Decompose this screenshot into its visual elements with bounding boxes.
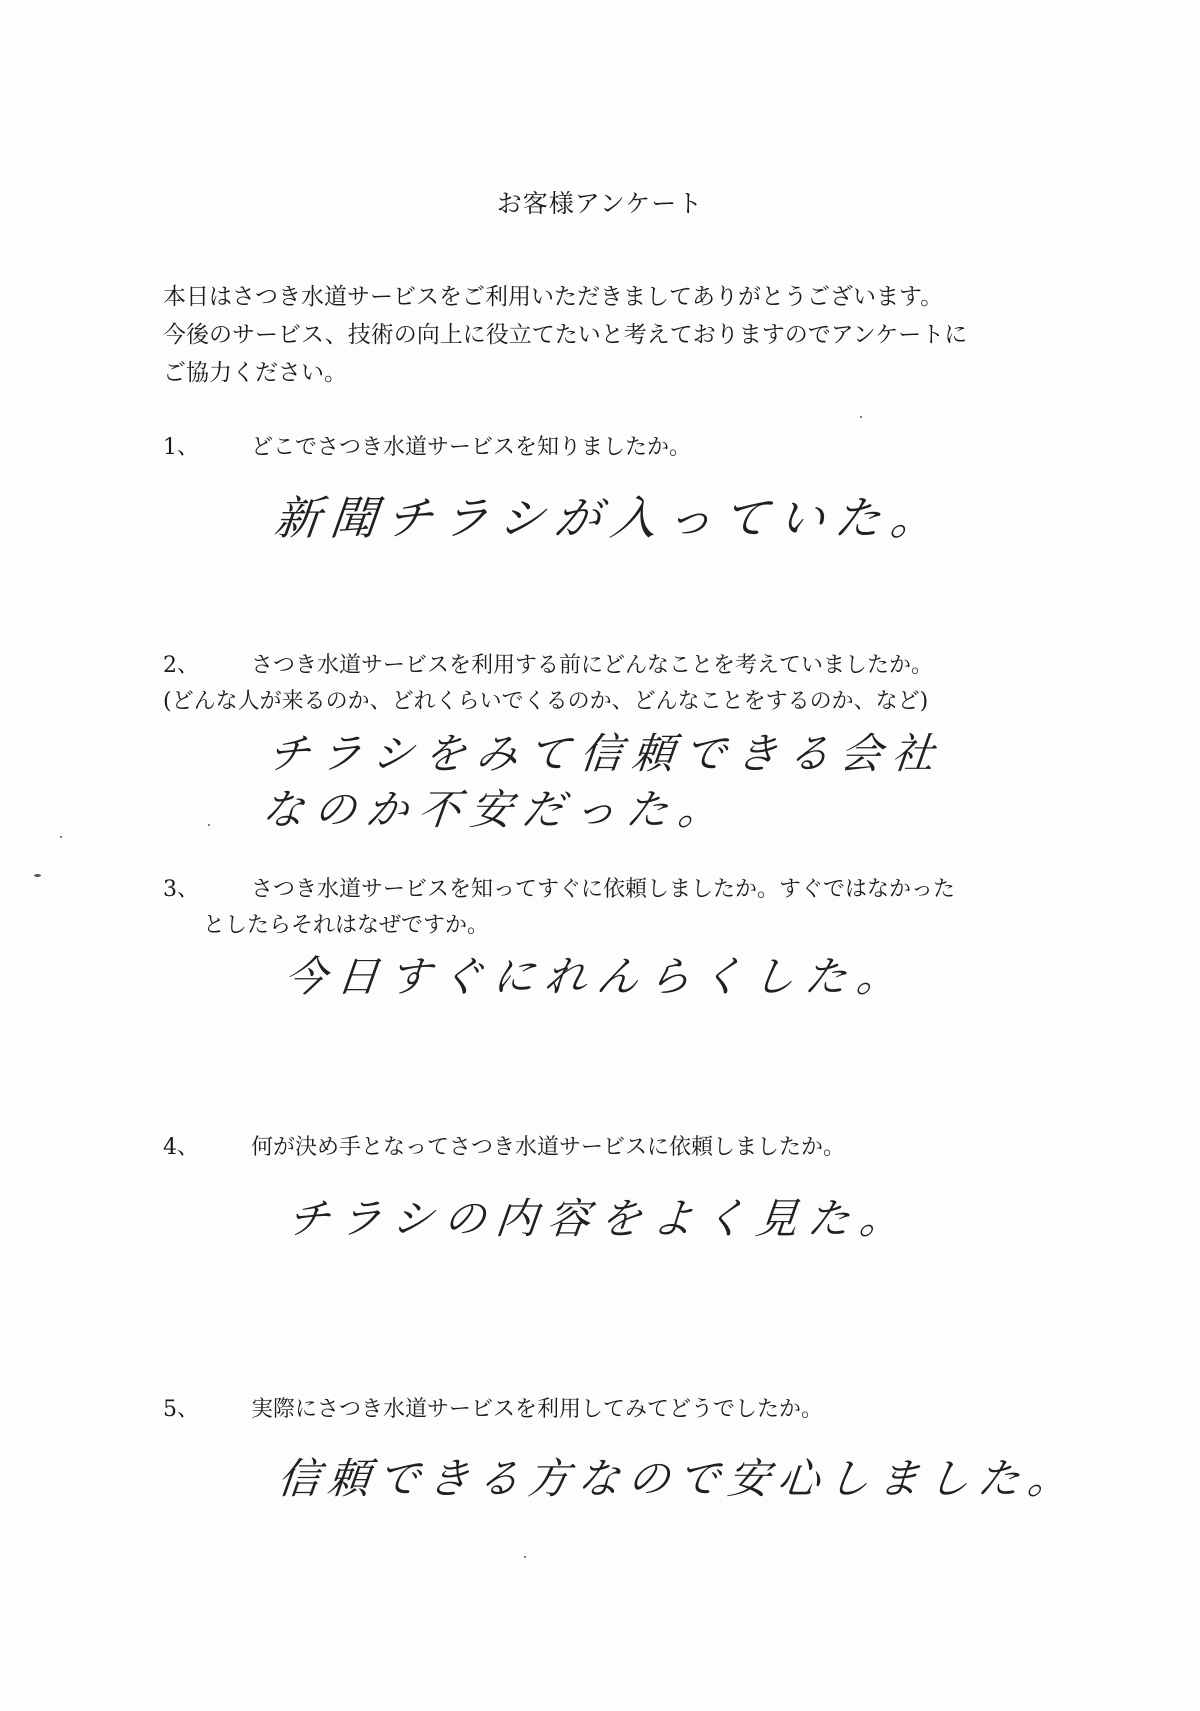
question-number: 2、 (163, 653, 199, 678)
answer-line: 新聞チラシが入っていた。 (271, 491, 950, 545)
answer-5-handwritten (275, 1446, 1081, 1506)
question-text: さつき水道サービスを知ってすぐに依頼しましたか。すぐではなかった (251, 877, 956, 902)
scan-speck (208, 824, 210, 826)
scan-speck (524, 1556, 526, 1558)
intro-line: 今後のサービス、技術の向上に役立てたいと考えておりますのでアンケートに (163, 322, 968, 348)
question-text-continued: としたらそれはなぜですか。 (203, 913, 490, 938)
scan-speck (860, 416, 862, 418)
answer-line: 信頼できる方なので安心しました。 (275, 1454, 1081, 1503)
answer-1-handwritten (272, 482, 951, 548)
intro-line: 本日はさつき水道サービスをご利用いただきましてありがとうございます。 (163, 284, 944, 310)
question-text: 何が決め手となってさつき水道サービスに依頼しましたか。 (251, 1135, 846, 1160)
answer-line: 今日すぐにれんらくした。 (282, 952, 912, 1001)
question-text: どこでさつき水道サービスを知りましたか。 (251, 435, 692, 460)
question-note: (どんな人が来るのか、どれくらいでくるのか、どんなことをするのか、など) (163, 689, 929, 714)
question-number: 4、 (163, 1135, 199, 1160)
intro-paragraph (163, 278, 1063, 392)
intro-line: ご協力ください。 (163, 360, 347, 386)
scan-speck (60, 836, 62, 838)
scan-speck (34, 874, 41, 877)
question-number: 3、 (163, 877, 199, 902)
answer-line: チラシをみて信頼できる会社 (265, 729, 947, 778)
question-number: 5、 (163, 1397, 199, 1422)
answer-4-handwritten (285, 1186, 915, 1246)
answer-line: なのか不安だった。 (259, 785, 733, 834)
answer-3-handwritten (282, 944, 912, 1004)
question-text: さつき水道サービスを利用する前にどんなことを考えていましたか。 (251, 653, 934, 678)
answer-line: チラシの内容をよく見た。 (285, 1194, 915, 1243)
question-text: 実際にさつき水道サービスを利用してみてどうでしたか。 (251, 1397, 824, 1422)
page-title: お客様アンケート (496, 189, 704, 218)
answer-2-handwritten (259, 726, 947, 838)
question-number: 1、 (163, 435, 199, 460)
